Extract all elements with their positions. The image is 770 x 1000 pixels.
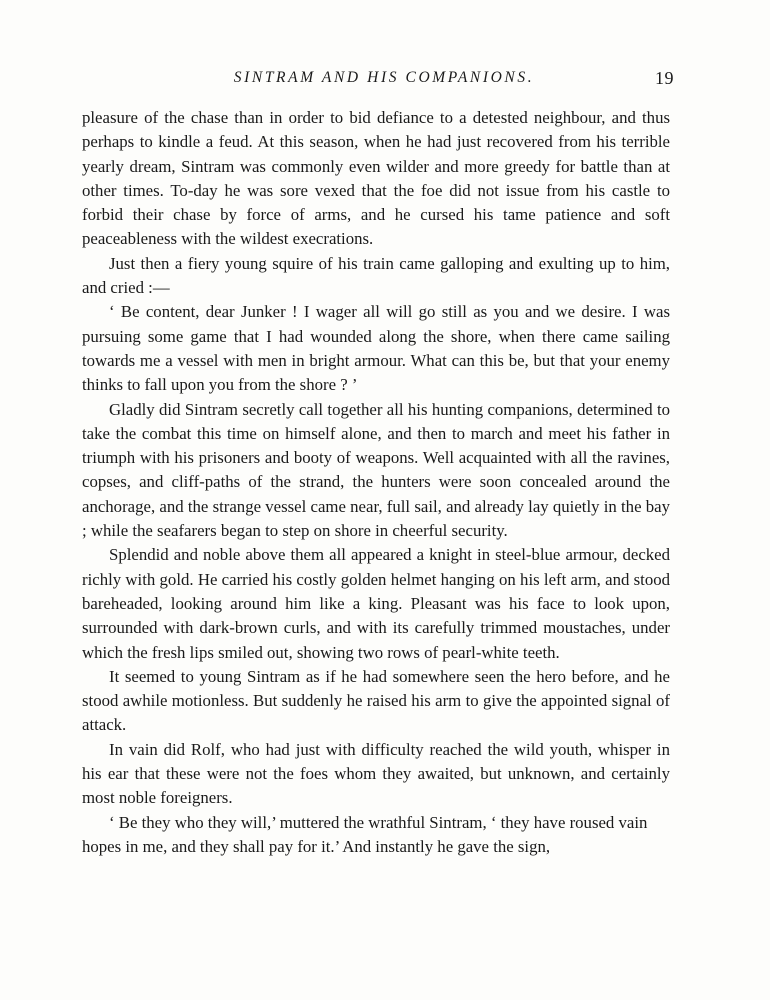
paragraph-6: It seemed to young Sintram as if he had somewhere seen the hero before, and he stood awhile motionless. But suddenly he raised his arm to give the appointed signal of attack.: [82, 666, 670, 735]
paragraph-7: In vain did Rolf, who had just with difficulty reached the wild youth, whisper in his ear that these were not the foes whom they awaited, but unknown, and certainly most noble foreigners.: [82, 739, 670, 808]
paragraph-3: ‘ Be content, dear Junker ! I wager all will go still as you and we desire. I was pursuing some game that I had wounded along the shore, when there came sailing towards me a vessel with men in bright armour. What can this be, but that your enemy thinks to fall upon you from the shore ? ’: [82, 302, 670, 395]
paragraph-1: pleasure of the chase than in order to bid defiance to a detested neighbour, and thus perhaps to kindle a feud. At this season, when he had just recovered from his terrible yearly dream, Sintram was commonly even wilder and more greedy for battle than at other times. To-day he was sore vexed that the foe did not issue from his castle to forbid their chase by force of arms, and he cursed his tame patience and soft peaceableness with the wildest execrations.: [82, 108, 670, 249]
paragraph-8: ‘ Be they who they will,’ muttered the wrathful Sintram, ‘ they have roused vain hopes in me, and they shall pay for it.’ And instantly he gave the sign,: [82, 812, 648, 856]
running-head: [82, 66, 674, 90]
page-number: 19: [655, 68, 674, 88]
paragraph-4: Gladly did Sintram secretly call together all his hunting companions, determined to take the combat this time on himself alone, and then to march and meet his father in triumph with his prisoners and booty of weapons. Well acquainted with all the ravines, copses, and cliff-paths of the strand, the hunters were soon concealed around the anchorage, and the strange vessel came near, full sail, and already lay quietly in the bay ; while the seafarers began to step on shore in cheerful security.: [82, 399, 670, 541]
running-title: SINTRAM AND HIS COMPANIONS.: [233, 69, 535, 86]
body-text: [82, 106, 670, 859]
paragraph-5: Splendid and noble above them all appeared a knight in steel-blue armour, decked richly with gold. He carried his costly golden helmet hanging on his left arm, and stood bareheaded, looking around him like a king. Pleasant was his face to look upon, surrounded with dark-brown curls, and with its carefully trimmed moustaches, under which the fresh lips smiled out, showing two rows of pearl-white teeth.: [82, 545, 670, 662]
paragraph-2: Just then a fiery young squire of his train came galloping and exulting up to him, and cried :—: [82, 253, 670, 298]
